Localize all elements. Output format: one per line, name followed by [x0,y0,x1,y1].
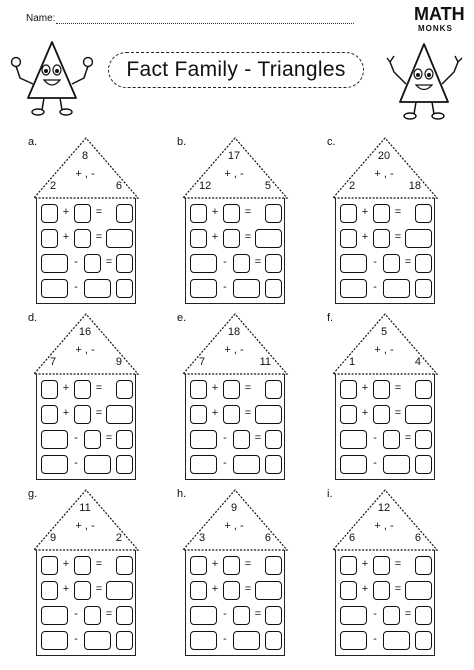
minus-sign: - [373,457,377,469]
minus-sign: - [373,633,377,645]
worksheet-title-text: Fact Family - Triangles [126,58,346,81]
plus-sign: + [62,583,70,595]
left-number: 7 [50,356,57,368]
equals-sign: = [244,583,252,595]
answer-box[interactable] [41,631,68,650]
equation-row [336,631,436,651]
left-number: 3 [199,532,206,544]
answer-box[interactable] [223,405,240,424]
answer-box[interactable] [340,380,357,399]
equation-row [37,455,137,475]
equals-sign: = [394,382,402,394]
answer-box[interactable] [116,430,133,449]
equation-row [336,229,436,249]
equation-row [37,405,137,425]
minus-sign: - [373,281,377,293]
equation-row [336,581,436,601]
equation-row [186,380,286,400]
answer-box[interactable] [190,279,217,298]
equals-sign: = [95,231,103,243]
house-body [185,550,285,656]
answer-box[interactable] [74,405,91,424]
triangle-mascot-left-icon [8,38,98,120]
problem-letter: c. [327,136,336,148]
problem-6 [329,312,439,482]
answer-box[interactable] [41,606,68,625]
equation-row [336,430,436,450]
answer-box[interactable] [340,455,367,474]
problem-9 [329,488,439,658]
answer-box[interactable] [383,430,400,449]
answer-box[interactable] [84,631,111,650]
equation-row [186,581,286,601]
answer-box[interactable] [223,556,240,575]
left-number: 7 [199,356,206,368]
minus-sign: - [223,457,227,469]
equation-row [37,229,137,249]
answer-box[interactable] [116,631,133,650]
minus-sign: - [74,256,78,268]
answer-box[interactable] [116,556,133,575]
equals-sign: = [95,583,103,595]
answer-box[interactable] [415,254,432,273]
equation-row [37,556,137,576]
plus-sign: + [62,407,70,419]
minus-sign: - [74,457,78,469]
equation-row [336,204,436,224]
problem-4 [30,312,140,482]
equation-row [37,631,137,651]
equation-row [37,380,137,400]
answer-box[interactable] [116,455,133,474]
left-number: 6 [349,532,356,544]
answer-box[interactable] [41,581,58,600]
answer-box[interactable] [415,606,432,625]
answer-box[interactable] [41,405,58,424]
plus-sign: + [211,407,219,419]
equals-sign: = [394,558,402,570]
equation-row [186,254,286,274]
answer-box[interactable] [41,455,68,474]
answer-box[interactable] [233,279,260,298]
answer-box[interactable] [84,606,101,625]
answer-box[interactable] [41,229,58,248]
answer-box[interactable] [190,380,207,399]
top-number: 9 [230,502,238,514]
answer-box[interactable] [383,279,410,298]
problem-7 [30,488,140,658]
equals-sign: = [394,206,402,218]
equals-sign: = [404,608,412,620]
answer-box[interactable] [415,279,432,298]
plus-sign: + [62,558,70,570]
answer-box[interactable] [41,204,58,223]
answer-box[interactable] [74,204,91,223]
answer-box[interactable] [265,380,282,399]
equals-sign: = [394,231,402,243]
plus-sign: + [62,382,70,394]
answer-box[interactable] [116,279,133,298]
answer-box[interactable] [84,279,111,298]
house-body [335,374,435,480]
equation-row [37,430,137,450]
answer-box[interactable] [415,556,432,575]
right-number: 5 [264,180,271,192]
answer-box[interactable] [340,606,367,625]
answer-box[interactable] [373,204,390,223]
left-number: 12 [199,180,212,192]
top-number: 18 [227,326,241,338]
equals-sign: = [105,432,113,444]
answer-box[interactable] [265,556,282,575]
right-number: 6 [115,180,122,192]
problem-letter: a. [28,136,38,148]
answer-box[interactable] [190,204,207,223]
minus-sign: - [74,633,78,645]
equation-row [37,204,137,224]
answer-box[interactable] [41,254,68,273]
house-body [36,550,136,656]
problem-5 [179,312,289,482]
answer-box[interactable] [223,204,240,223]
answer-box[interactable] [190,556,207,575]
answer-box[interactable] [265,631,282,650]
answer-box[interactable] [106,581,133,600]
answer-box[interactable] [373,229,390,248]
top-number: 17 [227,150,241,162]
answer-box[interactable] [415,204,432,223]
top-number: 20 [377,150,391,162]
answer-box[interactable] [41,430,68,449]
problem-8 [179,488,289,658]
answer-box[interactable] [190,631,217,650]
equals-sign: = [244,382,252,394]
answer-box[interactable] [41,556,58,575]
answer-box[interactable] [190,229,207,248]
answer-box[interactable] [223,229,240,248]
left-number: 9 [50,532,57,544]
right-number: 6 [264,532,271,544]
equals-sign: = [105,256,113,268]
equation-row [186,556,286,576]
plus-sign: + [211,206,219,218]
equals-sign: = [244,231,252,243]
equals-sign: = [244,206,252,218]
answer-box[interactable] [340,581,357,600]
answer-box[interactable] [190,581,207,600]
equation-row [336,279,436,299]
plus-sign: + [361,583,369,595]
equation-row [37,606,137,626]
answer-box[interactable] [340,430,367,449]
equals-sign: = [244,558,252,570]
equation-row [37,254,137,274]
answer-box[interactable] [116,254,133,273]
minus-sign: - [223,256,227,268]
equals-sign: = [95,206,103,218]
answer-box[interactable] [84,254,101,273]
problem-2 [179,136,289,306]
answer-box[interactable] [190,430,217,449]
answer-box[interactable] [405,581,432,600]
answer-box[interactable] [41,279,68,298]
problem-letter: e. [177,312,187,324]
answer-box[interactable] [41,380,58,399]
right-number: 2 [115,532,122,544]
right-number: 9 [115,356,122,368]
equals-sign: = [105,608,113,620]
answer-box[interactable] [265,455,282,474]
minus-sign: - [223,608,227,620]
answer-box[interactable] [255,405,282,424]
equation-row [336,405,436,425]
left-number: 1 [349,356,356,368]
triangle-mascot-right-icon [382,40,466,124]
answer-box[interactable] [340,254,367,273]
equation-row [186,229,286,249]
equals-sign: = [394,407,402,419]
name-line[interactable] [56,23,354,24]
equation-row [336,606,436,626]
equals-sign: = [95,407,103,419]
minus-sign: - [373,432,377,444]
answer-box[interactable] [373,581,390,600]
answer-box[interactable] [233,606,250,625]
minus-sign: - [223,281,227,293]
plus-sign: + [361,407,369,419]
answer-box[interactable] [223,380,240,399]
answer-box[interactable] [383,631,410,650]
operations-label: + , - [224,168,244,180]
problem-letter: g. [28,488,38,500]
minus-sign: - [373,608,377,620]
operations-label: + , - [374,520,394,532]
house-body [335,550,435,656]
right-number: 4 [414,356,421,368]
answer-box[interactable] [340,279,367,298]
plus-sign: + [211,558,219,570]
minus-sign: - [74,281,78,293]
problem-letter: i. [327,488,333,500]
minus-sign: - [373,256,377,268]
operations-label: + , - [75,344,95,356]
answer-box[interactable] [265,606,282,625]
answer-box[interactable] [233,631,260,650]
equation-row [186,606,286,626]
plus-sign: + [361,558,369,570]
plus-sign: + [211,382,219,394]
equation-row [186,631,286,651]
house-body [185,374,285,480]
plus-sign: + [62,206,70,218]
operations-label: + , - [224,344,244,356]
equals-sign: = [95,382,103,394]
answer-box[interactable] [233,254,250,273]
answer-box[interactable] [106,229,133,248]
right-number: 11 [259,356,271,368]
right-number: 6 [414,532,421,544]
answer-box[interactable] [190,606,217,625]
answer-box[interactable] [415,430,432,449]
equation-row [186,204,286,224]
plus-sign: + [361,382,369,394]
equation-row [37,279,137,299]
answer-box[interactable] [233,430,250,449]
operations-label: + , - [75,168,95,180]
top-number: 12 [377,502,391,514]
house-body [36,198,136,304]
problem-1 [30,136,140,306]
equation-row [186,430,286,450]
answer-box[interactable] [116,204,133,223]
answer-box[interactable] [415,380,432,399]
top-number: 16 [78,326,92,338]
top-number: 11 [79,502,91,514]
left-number: 2 [349,180,356,192]
problem-letter: d. [28,312,38,324]
answer-box[interactable] [383,455,410,474]
top-number: 5 [380,326,388,338]
answer-box[interactable] [265,254,282,273]
answer-box[interactable] [190,405,207,424]
right-number: 18 [408,180,421,192]
equation-row [336,380,436,400]
minus-sign: - [74,432,78,444]
equals-sign: = [95,558,103,570]
worksheet-title [108,52,364,88]
answer-box[interactable] [340,229,357,248]
answer-box[interactable] [84,455,111,474]
answer-box[interactable] [340,631,367,650]
equation-row [186,279,286,299]
equals-sign: = [254,432,262,444]
minus-sign: - [223,633,227,645]
answer-box[interactable] [340,204,357,223]
answer-box[interactable] [190,455,217,474]
answer-box[interactable] [74,229,91,248]
plus-sign: + [361,231,369,243]
answer-box[interactable] [340,405,357,424]
answer-box[interactable] [116,606,133,625]
equation-row [186,405,286,425]
problem-3 [329,136,439,306]
plus-sign: + [62,231,70,243]
answer-box[interactable] [340,556,357,575]
answer-box[interactable] [265,279,282,298]
house-body [185,198,285,304]
equals-sign: = [244,407,252,419]
answer-box[interactable] [383,254,400,273]
answer-box[interactable] [233,455,260,474]
equation-row [336,455,436,475]
name-label: Name: [26,13,56,24]
answer-box[interactable] [223,581,240,600]
answer-box[interactable] [106,405,133,424]
problem-letter: f. [327,312,334,324]
house-body [36,374,136,480]
logo-math-text: MATH [414,4,465,24]
top-number: 8 [81,150,89,162]
answer-box[interactable] [415,631,432,650]
equation-row [186,455,286,475]
answer-box[interactable] [255,581,282,600]
answer-box[interactable] [373,380,390,399]
logo-monks-text: MONKS [418,24,453,33]
house-body [335,198,435,304]
answer-box[interactable] [415,455,432,474]
problem-letter: h. [177,488,187,500]
minus-sign: - [223,432,227,444]
answer-box[interactable] [373,556,390,575]
operations-label: + , - [224,520,244,532]
equation-row [336,556,436,576]
answer-box[interactable] [74,581,91,600]
equals-sign: = [404,256,412,268]
equals-sign: = [254,608,262,620]
answer-box[interactable] [74,380,91,399]
answer-box[interactable] [116,380,133,399]
plus-sign: + [361,206,369,218]
answer-box[interactable] [84,430,101,449]
operations-label: + , - [75,520,95,532]
answer-box[interactable] [265,430,282,449]
operations-label: + , - [374,344,394,356]
equation-row [336,254,436,274]
equation-row [37,581,137,601]
minus-sign: - [74,608,78,620]
equals-sign: = [254,256,262,268]
answer-box[interactable] [265,204,282,223]
left-number: 2 [50,180,57,192]
answer-box[interactable] [405,405,432,424]
answer-box[interactable] [190,254,217,273]
answer-box[interactable] [373,405,390,424]
equals-sign: = [394,583,402,595]
answer-box[interactable] [405,229,432,248]
operations-label: + , - [374,168,394,180]
answer-box[interactable] [255,229,282,248]
plus-sign: + [211,231,219,243]
answer-box[interactable] [383,606,400,625]
answer-box[interactable] [74,556,91,575]
equals-sign: = [404,432,412,444]
plus-sign: + [211,583,219,595]
problem-letter: b. [177,136,187,148]
